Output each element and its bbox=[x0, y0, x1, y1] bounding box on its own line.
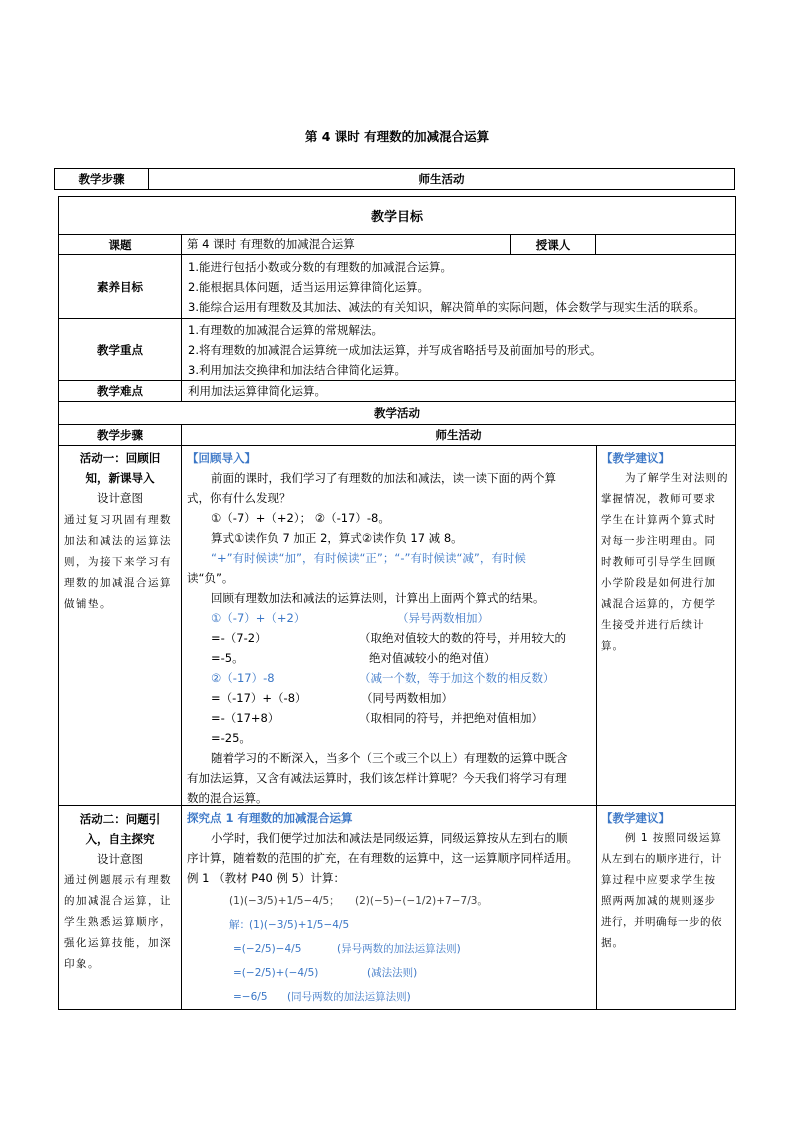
step-2-note: （取绝对值较大的数的符号，并用较大的 bbox=[359, 631, 566, 645]
act1-tip-9: 算。 bbox=[601, 640, 624, 652]
act2-line-3: 例 1 （教材 P40 例 5）计算： bbox=[187, 871, 345, 885]
act1-intent-2: 加法和减法的运算法 bbox=[64, 535, 172, 547]
act1-tip-tag: 【教学建议】 bbox=[601, 451, 670, 465]
solution-step-4-note: (同号两数的加法运算法则) bbox=[287, 991, 411, 1003]
act2-main bbox=[181, 805, 597, 1010]
activities-heading: 教学活动 bbox=[58, 401, 736, 425]
act1-tip-1: 为了解学生对法则的 bbox=[625, 472, 729, 484]
step-6: =-（17+8） bbox=[211, 711, 280, 725]
act1-tag: 【回顾导入】 bbox=[187, 451, 256, 465]
page-title: 第 4 课时 有理数的加减混合运算 bbox=[304, 129, 490, 144]
literacy-2: 2.能根据具体问题，适当运用运算律简化运算。 bbox=[188, 280, 429, 294]
lesson-label: 课题 bbox=[58, 234, 182, 255]
step-5: =（-17）+（-8） bbox=[211, 691, 307, 705]
solution-step-1: (1)(−3/5)+1/5−4/5 bbox=[249, 919, 350, 931]
act2-title-2: 入，自主探究 bbox=[85, 832, 155, 846]
act2-design-label: 设计意图 bbox=[97, 852, 143, 866]
example-1: (1)(−3/5)+1/5−4/5； bbox=[229, 895, 340, 907]
act1-end-2: 有加法运算，又含有减法运算时，我们该怎样计算呢？今天我们将学习有理 bbox=[187, 771, 567, 785]
act1-tip-5: 时教师可引导学生回顾 bbox=[601, 556, 716, 568]
act1-tip-4: 对每一步注明理由。同 bbox=[601, 535, 716, 547]
act1-tip bbox=[596, 445, 736, 806]
act1-design-label: 设计意图 bbox=[97, 491, 143, 505]
step-4-note: （减一个数，等于加这个数的相反数） bbox=[359, 671, 555, 685]
act1-left bbox=[58, 445, 182, 806]
difficulty-value: 利用加法运算律简化运算。 bbox=[181, 380, 736, 402]
act2-line-1: 小学时，我们便学过加法和减法是同级运算，同级运算按从左到右的顺 bbox=[211, 831, 568, 845]
act1-line-4: 算式①读作负 7 加正 2，算式②读作负 17 减 8。 bbox=[211, 531, 463, 545]
step-4: ②（-17）-8 bbox=[211, 671, 275, 685]
act2-title-1: 活动二：问题引 bbox=[79, 812, 161, 826]
act1-intent-5: 做铺垫。 bbox=[64, 598, 112, 610]
literacy-label: 素养目标 bbox=[58, 254, 182, 319]
lesson-value: 第 4 课时 有理数的加减混合运算 bbox=[181, 234, 511, 255]
act1-line-5: “+”有时候读“加”，有时候读“正”；“-”有时候读“减”，有时候 bbox=[211, 551, 526, 565]
literacy-box bbox=[181, 254, 736, 319]
solution-step-2: =(−2/5)−4/5 bbox=[233, 943, 302, 955]
act-header-step: 教学步骤 bbox=[58, 424, 182, 446]
solution-step-3: =(−2/5)+(−4/5) bbox=[233, 967, 319, 979]
literacy-1: 1.能进行包括小数或分数的有理数的加减混合运算。 bbox=[188, 260, 452, 274]
act1-line-1: 前面的课时，我们学习了有理数的加法和减法，读一读下面的两个算 bbox=[211, 471, 556, 485]
top-header-activity: 师生活动 bbox=[148, 168, 735, 190]
top-header-step: 教学步骤 bbox=[54, 168, 149, 190]
key-box bbox=[181, 318, 736, 381]
act1-tip-8: 生接受并进行后续计 bbox=[601, 619, 705, 631]
step-3-note: 绝对值减较小的绝对值） bbox=[369, 651, 496, 665]
act1-title-2: 知，新课导入 bbox=[85, 471, 155, 485]
step-5-note: （同号两数相加） bbox=[361, 691, 453, 705]
act2-tip bbox=[596, 805, 736, 1010]
step-6-note: （取相同的符号，并把绝对值相加） bbox=[359, 711, 543, 725]
act1-steps bbox=[187, 608, 596, 768]
act1-main bbox=[181, 445, 597, 806]
act2-line-2: 序计算，随着数的范围的扩充，在有理数的运算中，这一运算顺序同样适用。 bbox=[187, 851, 578, 865]
act1-intent-4: 理数的加减混合运算 bbox=[64, 577, 172, 589]
literacy-3: 3.能综合运用有理数及其加法、减法的有关知识，解决简单的实际问题，体会数学与现实生活的联系。 bbox=[188, 300, 705, 314]
act1-intent-1: 通过复习巩固有理数 bbox=[64, 514, 172, 526]
key-3: 3.利用加法交换律和加法结合律简化运算。 bbox=[188, 363, 406, 377]
solution-step-2-note: (异号两数的加法运算法则) bbox=[337, 943, 461, 955]
solution-step-4: =−6/5 bbox=[233, 991, 268, 1003]
act2-tip-5: 进行，并明确每一步的依 bbox=[601, 916, 722, 928]
act1-tip-3: 学生在计算两个算式时 bbox=[601, 514, 716, 526]
step-7: =-25。 bbox=[211, 731, 251, 745]
act1-tip-2: 掌握情况，教师可要求 bbox=[601, 493, 716, 505]
act2-tip-4: 照两两加减的规则逐步 bbox=[601, 895, 716, 907]
step-3: =-5。 bbox=[211, 651, 244, 665]
act2-intent-1: 通过例题展示有理数 bbox=[64, 874, 172, 886]
step-1-note: （异号两数相加） bbox=[397, 611, 489, 625]
goals-heading: 教学目标 bbox=[370, 209, 423, 225]
step-2: =-（7-2） bbox=[211, 631, 267, 645]
act2-intent-3: 学生熟悉运算顺序， bbox=[64, 916, 172, 928]
act1-tip-7: 减混合运算的，方便学 bbox=[601, 598, 716, 610]
act-header-activity: 师生活动 bbox=[181, 424, 736, 446]
act2-tip-1: 例 1 按照同级运算 bbox=[625, 832, 722, 844]
key-label: 教学重点 bbox=[58, 318, 182, 381]
solution-label: 解： bbox=[229, 919, 250, 931]
act2-tag: 探究点 1 有理数的加减混合运算 bbox=[187, 811, 353, 825]
act1-tip-6: 小学阶段是如何进行加 bbox=[601, 577, 716, 589]
key-2: 2.将有理数的加减混合运算统一成加法运算，并写成省略括号及前面加号的形式。 bbox=[188, 343, 602, 357]
act2-tip-3: 算过程中应要求学生按 bbox=[601, 874, 716, 886]
teacher-value bbox=[595, 234, 736, 255]
act2-intent-4: 强化运算技能，加深 bbox=[64, 937, 172, 949]
act2-left bbox=[58, 805, 182, 1010]
act2-math bbox=[187, 888, 596, 1008]
act2-tip-tag: 【教学建议】 bbox=[601, 811, 670, 825]
teacher-label: 授课人 bbox=[510, 234, 596, 255]
difficulty-label: 教学难点 bbox=[58, 380, 182, 402]
act2-intent-5: 印象。 bbox=[64, 958, 100, 970]
act1-end-1: 随着学习的不断深入，当多个（三个或三个以上）有理数的运算中既含 bbox=[211, 751, 568, 765]
act1-line-6: 读“负”。 bbox=[187, 571, 234, 585]
step-1: ①（-7）+（+2） bbox=[211, 611, 306, 625]
act1-intent-3: 则，为接下来学习有 bbox=[64, 556, 172, 568]
act1-title-1: 活动一：回顾旧 bbox=[79, 451, 161, 465]
act2-tip-6: 据。 bbox=[601, 937, 624, 949]
act1-end-3: 数的混合运算。 bbox=[187, 791, 268, 805]
solution-step-3-note: (减法法则) bbox=[367, 967, 418, 979]
act1-line-2: 式，你有什么发现？ bbox=[187, 491, 291, 505]
key-1: 1.有理数的加减混合运算的常规解法。 bbox=[188, 323, 383, 337]
example-2: (2)(−5)−(−1/2)+7−7/3。 bbox=[355, 895, 488, 907]
act1-line-7: 回顾有理数加法和减法的运算法则，计算出上面两个算式的结果。 bbox=[211, 591, 545, 605]
act2-intent-2: 的加减混合运算，让 bbox=[64, 895, 172, 907]
act2-tip-2: 从左到右的顺序进行，计 bbox=[601, 853, 722, 865]
act1-line-3: ①（-7）+（+2）； ②（-17）-8。 bbox=[211, 511, 390, 525]
